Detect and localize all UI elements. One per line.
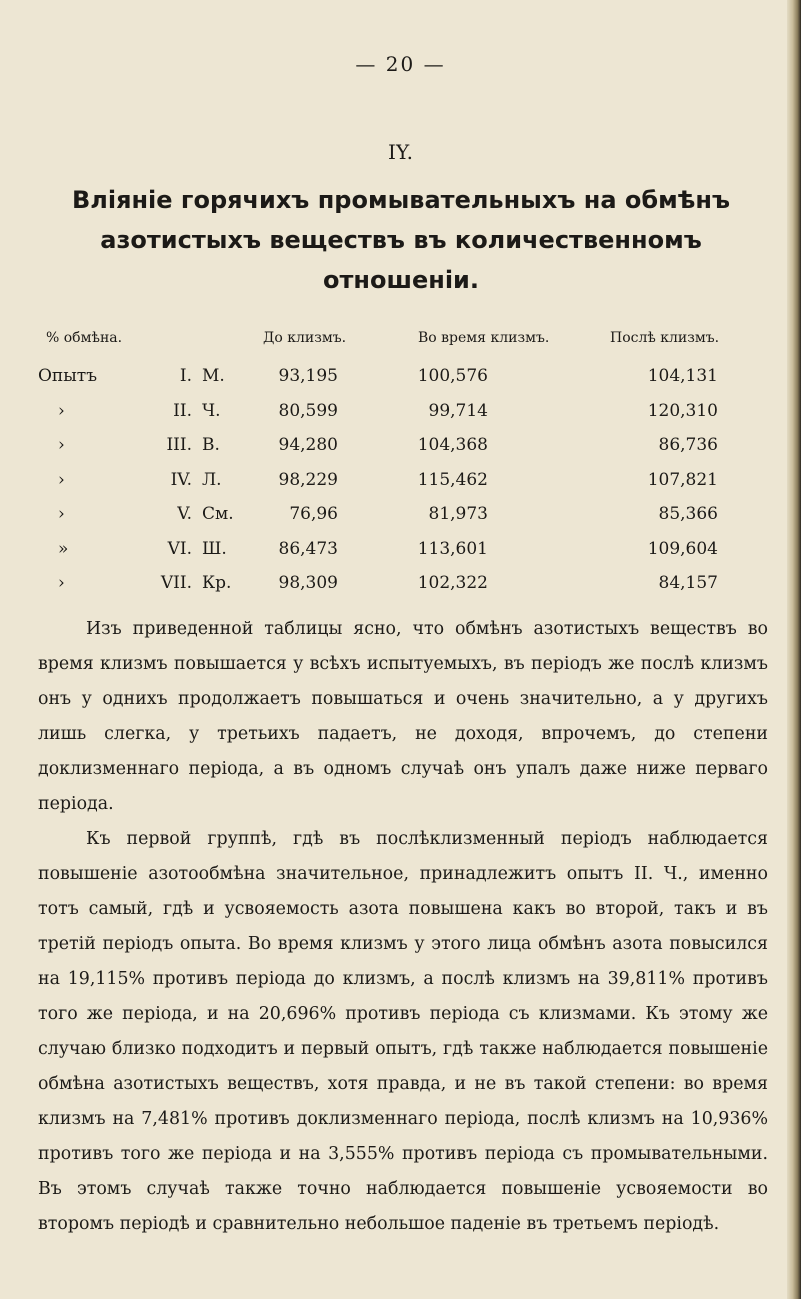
row-label: ›: [58, 400, 65, 421]
paragraph-1: Изъ приведенной таблицы ясно, что обмѣнъ азотистыхъ веществъ во время клизмъ повышается у всѣхъ испытуемыхъ, въ періодъ же послѣ клизмъ онъ у однихъ продолжаетъ повышаться и очень значительно, а у другихъ лишь слегка, у третьихъ падаетъ, не доходя, впрочемъ, до степени доклизменнаго періода, а въ одномъ случаѣ онъ упалъ даже ниже перваго періода.: [38, 619, 768, 814]
subject-initials: Ш.: [202, 538, 227, 559]
subject-initials: М.: [202, 366, 225, 386]
value-during: 99,714: [428, 400, 488, 421]
subject-initials: В.: [202, 435, 220, 455]
value-before: 76,96: [289, 504, 338, 524]
value-after: 85,366: [658, 504, 718, 524]
table-row: [38, 360, 768, 395]
row-label: ›: [58, 504, 65, 524]
value-during: 81,973: [428, 504, 488, 524]
value-during: 113,601: [417, 538, 488, 559]
table-row: [38, 533, 768, 568]
value-after: 104,131: [647, 366, 718, 386]
value-during: 104,368: [417, 435, 488, 455]
row-label: Опытъ: [38, 366, 98, 386]
row-label: »: [58, 538, 69, 559]
table-row: [38, 567, 768, 602]
value-after: 109,604: [647, 538, 718, 559]
header-exchange-percent: % обмѣна.: [46, 330, 123, 346]
value-after: 107,821: [647, 469, 718, 490]
value-before: 94,280: [278, 435, 338, 455]
nitrogen-exchange-table: [38, 330, 768, 602]
paragraph-2: Къ первой группѣ, гдѣ въ послѣклизменный періодъ наблюдается повышеніе азотообмѣна значительное, принадлежитъ опытъ II. Ч., именно тотъ самый, гдѣ и усвояемость азота повышена какъ во второй, такъ и въ третій періодъ опыта. Во время клизмъ у этого лица обмѣнъ азота повысился на 19,115% противъ періода до клизмъ, а послѣ клизмъ на 39,811% противъ того же періода, и на 20,696% противъ періода съ клизмами. Къ этому же случаю близко подходитъ и первый опытъ, гдѣ также наблюдается повышеніе обмѣна азотистыхъ веществъ, хотя правда, и не въ такой степени: во время клизмъ на 7,481% противъ доклизменнаго періода, послѣ клизмъ на 10,936% противъ того же періода и на 3,555% противъ періода съ промывательными. Въ этомъ случаѣ также точно наблюдается повышеніе усвояемости во второмъ періодѣ и сравнительно небольшое паденіе въ третьемъ періодѣ.: [38, 829, 768, 1234]
section-number: IY.: [388, 140, 413, 164]
experiment-number: II.: [173, 400, 192, 421]
value-before: 98,309: [278, 573, 338, 593]
value-after: 84,157: [658, 573, 718, 593]
value-before: 98,229: [278, 469, 338, 490]
table-row: [38, 395, 768, 430]
experiment-number: VII.: [160, 573, 192, 593]
table-row: [38, 464, 768, 499]
value-after: 86,736: [658, 435, 718, 455]
value-during: 115,462: [417, 469, 488, 490]
header-before-enemas: До клизмъ.: [263, 330, 347, 346]
page-edge-shadow: [787, 0, 801, 1299]
table-row: [38, 498, 768, 533]
subject-initials: См.: [202, 504, 234, 524]
value-before: 86,473: [278, 538, 338, 559]
experiment-number: V.: [177, 504, 192, 524]
row-label: ›: [58, 573, 65, 593]
body-text: [38, 612, 768, 1242]
experiment-number: III.: [166, 435, 192, 455]
header-after-enemas: Послѣ клизмъ.: [610, 330, 720, 346]
row-label: ›: [58, 469, 65, 490]
value-during: 100,576: [417, 366, 488, 386]
value-before: 80,599: [278, 400, 338, 421]
value-during: 102,322: [417, 573, 488, 593]
header-during-enemas: Во время клизмъ.: [418, 330, 550, 346]
row-label: ›: [58, 435, 65, 455]
subject-initials: Кр.: [202, 573, 232, 593]
table-row: [38, 429, 768, 464]
table-body: [38, 360, 768, 602]
table-header: [38, 330, 768, 360]
subject-initials: Ч.: [202, 400, 221, 421]
subject-initials: Л.: [202, 469, 222, 490]
experiment-number: I.: [179, 366, 192, 386]
experiment-number: VI.: [167, 538, 192, 559]
value-after: 120,310: [647, 400, 718, 421]
section-heading: Вліяніе горячихъ промывательныхъ на обмѣнъ азотистыхъ веществъ въ количественномъ отношеніи.: [71, 186, 731, 294]
page-number: — 20 —: [355, 52, 446, 76]
experiment-number: IV.: [170, 469, 192, 490]
value-before: 93,195: [278, 366, 338, 386]
